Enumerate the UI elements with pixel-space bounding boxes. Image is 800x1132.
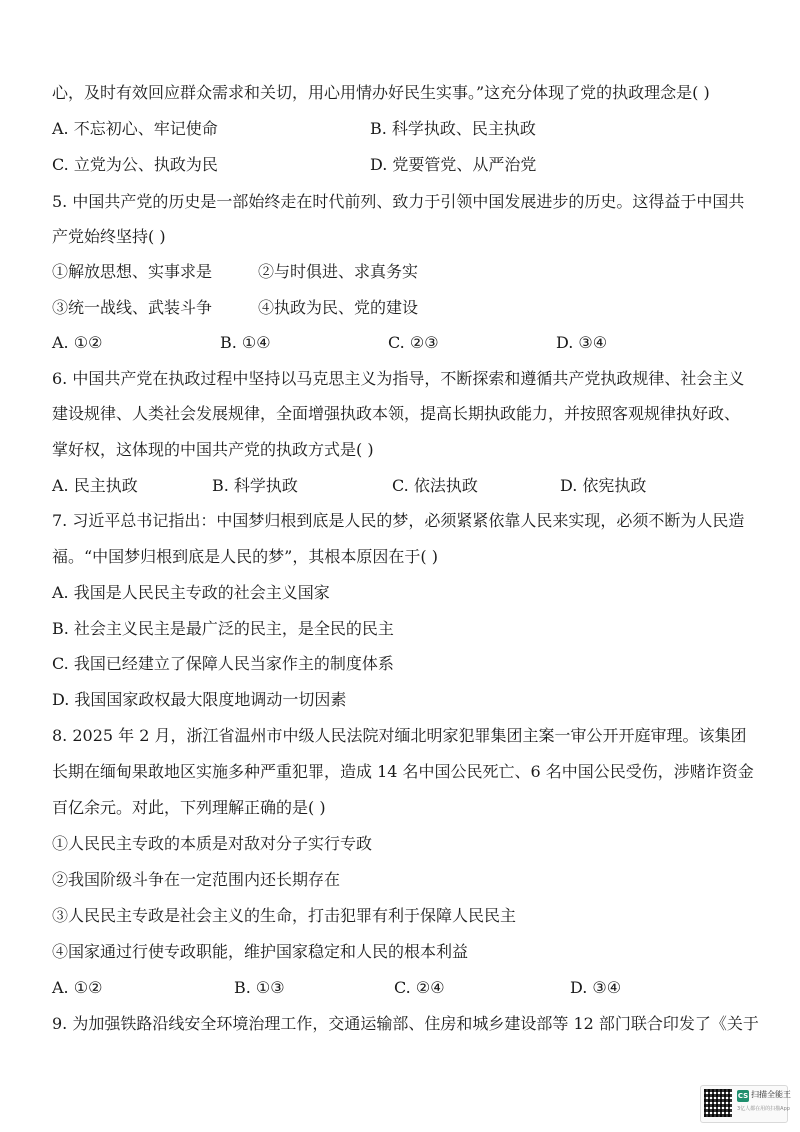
option-c: C. ②④: [394, 978, 445, 997]
option-d: D. 依宪执政: [560, 476, 647, 495]
statement-1: ①解放思想、实事求是: [52, 262, 213, 281]
option-row: [52, 154, 760, 176]
question-8: 8. 2025 年 2 月，浙江省温州市中级人民法院对缅北明家犯罪集团主案一审公开开庭审理。该集团: [52, 726, 747, 745]
watermark-title: 扫描全能王: [751, 1090, 791, 1099]
option-d: D. ③④: [570, 978, 622, 997]
option-row: [52, 977, 760, 999]
option-row: [52, 118, 760, 140]
text-line: 长期在缅甸果敢地区实施多种严重犯罪，造成 14 名中国公民死亡、6 名中国公民受伤，涉赌诈资金: [52, 762, 754, 781]
scanner-watermark: [700, 1085, 791, 1123]
option-b: B. 社会主义民主是最广泛的民主，是全民的民主: [52, 619, 394, 638]
option-row: [52, 332, 760, 354]
option-a: A. 民主执政: [52, 476, 138, 495]
statement-3: ③统一战线、武装斗争: [52, 298, 213, 317]
statement-row: [52, 261, 760, 283]
statement-3: ③人民民主专政是社会主义的生命，打击犯罪有利于保障人民民主: [52, 906, 517, 925]
option-c: C. 依法执政: [392, 476, 478, 495]
option-d: D. 党要管党、从严治党: [370, 155, 537, 174]
text-line: 心，及时有效回应群众需求和关切，用心用情办好民生实事。”这充分体现了党的执政理念是( ): [52, 83, 710, 102]
option-a: A. 我国是人民民主专政的社会主义国家: [52, 583, 330, 602]
statement-4: ④国家通过行使专政职能，维护国家稳定和人民的根本利益: [52, 942, 469, 961]
statement-2: ②与时俱进、求真务实: [258, 262, 419, 281]
option-c: C. ②③: [388, 333, 439, 352]
text-line: 百亿余元。对此，下列理解正确的是( ): [52, 798, 326, 817]
question-7: 7. 习近平总书记指出：中国梦归根到底是人民的梦，必须紧紧依靠人民来实现，必须不断为人民造: [52, 511, 745, 530]
option-c: C. 立党为公、执政为民: [52, 155, 218, 174]
option-b: B. 科学执政: [212, 476, 298, 495]
text-line: 建设规律、人类社会发展规律，全面增强执政本领，提高长期执政能力，并按照客观规律执好政、: [52, 404, 741, 423]
question-5: 5. 中国共产党的历史是一部始终走在时代前列、致力于引领中国发展进步的历史。这得益于中国共: [52, 192, 745, 211]
option-row: [52, 475, 760, 497]
option-c: C. 我国已经建立了保障人民当家作主的制度体系: [52, 654, 394, 673]
statement-2: ②我国阶级斗争在一定范围内还长期存在: [52, 870, 341, 889]
option-a: A. 不忘初心、牢记使命: [52, 119, 218, 138]
statement-1: ①人民民主专政的本质是对敌对分子实行专政: [52, 834, 373, 853]
option-a: A. ①②: [52, 333, 103, 352]
question-9: 9. 为加强铁路沿线安全环境治理工作，交通运输部、住房和城乡建设部等 12 部门联合印发了《关于: [52, 1014, 759, 1033]
text-line: 福。“中国梦归根到底是人民的梦”，其根本原因在于( ): [52, 547, 438, 566]
qr-code-icon: [704, 1089, 732, 1117]
text-line: 产党始终坚持( ): [52, 227, 166, 246]
question-6: 6. 中国共产党在执政过程中坚持以马克思主义为指导，不断探索和遵循共产党执政规律、社会主义: [52, 369, 745, 388]
option-b: B. 科学执政、民主执政: [370, 119, 536, 138]
option-b: B. ①③: [234, 978, 285, 997]
option-d: D. ③④: [556, 333, 608, 352]
option-b: B. ①④: [220, 333, 271, 352]
text-line: 掌好权，这体现的中国共产党的执政方式是( ): [52, 440, 374, 459]
watermark-subtitle: 3亿人都在用的扫描App: [737, 1106, 790, 1112]
option-a: A. ①②: [52, 978, 103, 997]
option-d: D. 我国国家政权最大限度地调动一切因素: [52, 690, 347, 709]
statement-4: ④执政为民、党的建设: [258, 298, 419, 317]
statement-row: [52, 297, 760, 319]
camscanner-logo-icon: CS: [737, 1092, 749, 1100]
